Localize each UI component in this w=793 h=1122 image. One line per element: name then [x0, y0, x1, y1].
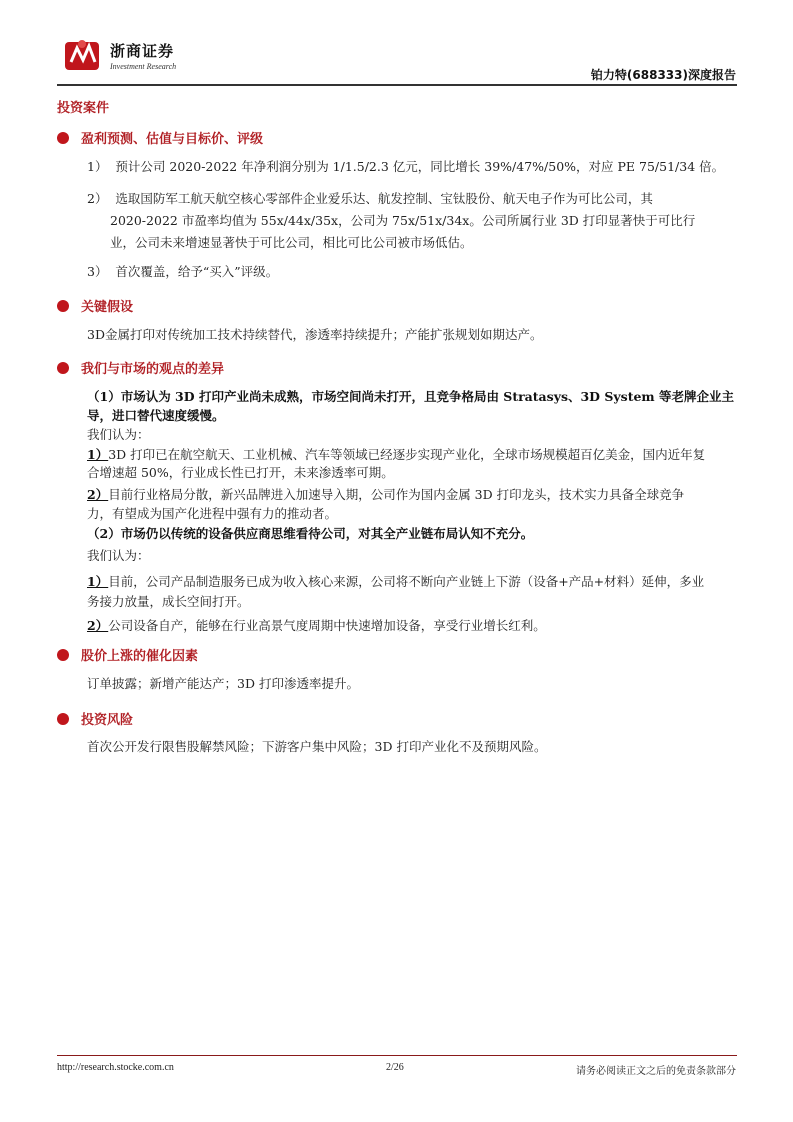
red-dot-icon [57, 362, 69, 374]
item-text: 公司设备自产，能够在行业高景气度周期中快速增加设备，享受行业增长红利。 [108, 618, 546, 633]
item-number: 1） [87, 574, 109, 589]
market-view-1: （1）市场认为 3D 打印产业尚未成熟，市场空间尚未打开，且竞争格局由 Stratasys、3D System 等老牌企业主 [87, 389, 735, 404]
section-title-text: 股价上涨的催化因素 [81, 649, 199, 664]
zheshang-logo-icon [63, 38, 101, 72]
footer-divider [57, 1055, 737, 1056]
header-divider [57, 84, 737, 86]
section-title-catalysts [57, 645, 198, 664]
section-title-text: 投资风险 [81, 713, 134, 728]
list-item-continuation: 合增速超 50%，行业成长性已打开，未来渗透率可期。 [87, 465, 394, 480]
item-number: 2） [87, 618, 109, 633]
item-text: 预计公司 2020-2022 年净利润分别为 1/1.5/2.3 亿元，同比增长 39%/47%/50%，对应 PE 75/51/34 倍。 [115, 159, 725, 174]
footer-disclaimer: 请务必阅读正文之后的免责条款部分 [576, 1066, 736, 1077]
item-number: 2） [87, 191, 108, 206]
list-item [87, 615, 737, 637]
list-item-continuation: 务接力放量，成长空间打开。 [87, 594, 250, 609]
section-title-text: 我们与市场的观点的差异 [81, 362, 225, 377]
list-item-continuation: 2020-2022 市盈率均值为 55x/44x/35x，公司为 75x/51x/34x。公司所属行业 3D 打印显著快于可比行 [110, 213, 696, 228]
red-dot-icon [57, 713, 69, 725]
red-dot-icon [57, 300, 69, 312]
item-text: 目前，公司产品制造服务已成为收入核心来源，公司将不断向产业链上下游（设备+产品+材料）延伸，多业 [108, 574, 705, 589]
section-title-risks [57, 709, 133, 728]
list-item [87, 261, 737, 283]
item-number: 1） [87, 159, 108, 174]
market-view-2: （2）市场仍以传统的设备供应商思维看待公司，对其全产业链布局认知不充分。 [87, 526, 534, 541]
logo-english-name: Investment Research [110, 62, 177, 71]
page-number: 2/26 [386, 1062, 404, 1073]
list-item [87, 571, 737, 593]
item-text: 首次覆盖，给予“买入”评级。 [115, 264, 279, 279]
report-title: 铂力特(688333)深度报告 [590, 68, 736, 82]
item-number: 1） [87, 447, 109, 462]
we-think-label: 我们认为： [87, 427, 150, 442]
red-dot-icon [57, 132, 69, 144]
item-number: 2） [87, 487, 109, 502]
list-item-continuation: 业，公司未来增速显著快于可比公司，相比可比公司被市场低估。 [110, 235, 473, 250]
red-dot-icon [57, 649, 69, 661]
assumptions-text: 3D金属打印对传统加工技术持续替代，渗透率持续提升；产能扩张规划如期达产。 [87, 327, 543, 342]
section-title-text: 盈利预测、估值与目标价、评级 [81, 132, 264, 147]
footer-url-link[interactable]: http://research.stocke.com.cn [57, 1062, 174, 1073]
catalysts-text: 订单披露；新增产能达产；3D 打印渗透率提升。 [87, 676, 359, 691]
item-text: 3D 打印已在航空航天、工业机械、汽车等领域已经逐步实现产业化，全球市场规模超百亿美金，国内近年复 [108, 447, 706, 462]
item-text: 目前行业格局分散，新兴品牌进入加速导入期，公司作为国内金属 3D 打印龙头，技术实力具备全球竞争 [108, 487, 685, 502]
section-title-text: 关键假设 [81, 300, 134, 315]
section-title-assumptions [57, 296, 133, 315]
section-title-valuation [57, 128, 263, 147]
list-item [87, 188, 737, 210]
item-number: 3） [87, 264, 108, 279]
list-item [87, 156, 737, 178]
page-heading: 投资案件 [57, 101, 110, 116]
list-item-continuation: 力，有望成为国产化进程中强有力的推动者。 [87, 506, 338, 521]
section-title-market-difference [57, 358, 224, 377]
logo-chinese-name: 浙商证券 [110, 42, 175, 60]
we-think-label: 我们认为： [87, 548, 150, 563]
item-text: 选取国防军工航天航空核心零部件企业爱乐达、航发控制、宝钛股份、航天电子作为可比公司，其 [115, 191, 653, 206]
market-view-1-continuation: 导，进口替代速度缓慢。 [87, 408, 225, 423]
risks-text: 首次公开发行限售股解禁风险；下游客户集中风险；3D 打印产业化不及预期风险。 [87, 739, 547, 754]
